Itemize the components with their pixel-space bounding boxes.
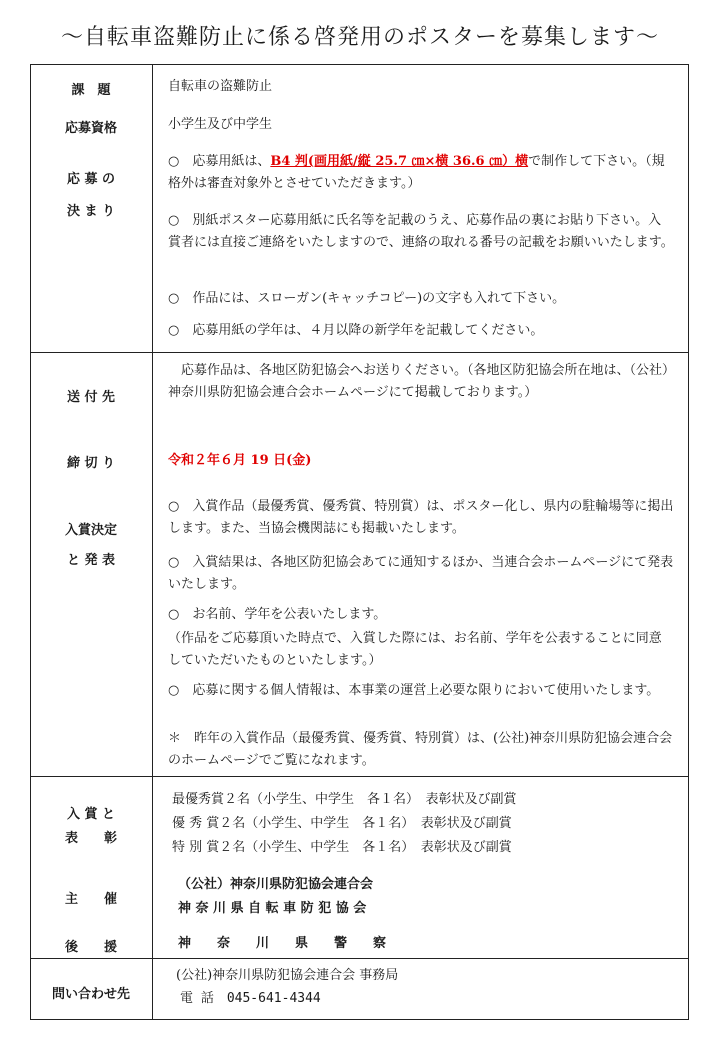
eligibility-value: 小学生及び中学生 [168, 117, 273, 132]
eligibility-label: 応募資格 [64, 121, 117, 136]
destination-label: 送 付 先 [66, 390, 116, 405]
rule-item-entry-form: ○ 別紙ポスター応募用紙に氏名等を記載のうえ、応募作品の裏にお貼り下さい。入賞者には直接ご連絡をいたしますので、連絡の取れる番号の記載をお願いいたします。 [168, 213, 674, 250]
rule-item-slogan: ○ 作品には、スローガン(キャッチコピー)の文字も入れて下さい。 [168, 291, 566, 306]
page-title: ～自転車盗難防止に係る啓発用のポスターを募集します～ [60, 25, 659, 50]
deadline-label: 締 切 り [66, 456, 116, 471]
rule-item-paper-size-suffix: で制作して下さい。（規格外は審査対象外とさせていただきます。） [168, 154, 665, 191]
announcement-label-line2: と 発 表 [66, 553, 116, 568]
announcement-item-results: ○ 入賞結果は、各地区防犯協会あてに通知するほか、当連合会ホームページにて発表いたします。 [168, 555, 674, 592]
rule-item-paper-size-prefix: ○ 応募用紙は、 [168, 154, 271, 169]
awards-label-line1: 入 賞 と [66, 807, 116, 822]
award-line-excellence-prize: 優 秀 賞２名（小学生、中学生 各１名） 表彰状及び副賞 [172, 816, 512, 831]
organizer-line1: （公社）神奈川県防犯協会連合会 [178, 877, 374, 892]
announcement-item-past-winners: ＊ 昨年の入賞作品（最優秀賞、優秀賞、特別賞）は、(公社)神奈川県防犯協会連合会のホームページでご覧になれます。 [168, 731, 673, 768]
announcement-label-line1: 入賞決定 [64, 523, 117, 538]
award-line-special-prize: 特 別 賞２名（小学生、中学生 各１名） 表彰状及び副賞 [172, 840, 512, 855]
section-divider-3 [30, 958, 689, 959]
deadline-value: 令和２年６月 19 日(金) [168, 453, 312, 468]
announcement-item-names: ○ お名前、学年を公表いたします。 [168, 607, 387, 622]
awards-label-line2: 表 彰 [64, 831, 117, 846]
contact-label: 問い合わせ先 [51, 987, 130, 1002]
destination-value: 応募作品は、各地区防犯協会へお送りください。（各地区防犯協会所在地は、（公社）神奈川県防犯協会連合会ホームページにて掲載しております。） [168, 363, 669, 400]
theme-label: 課 題 [71, 83, 111, 98]
column-divider [152, 64, 153, 1020]
announcement-item-display: ○ 入賞作品（最優秀賞、優秀賞、特別賞）は、ポスター化し、県内の駐輪場等に掲出します。また、当協会機関誌にも掲載いたします。 [168, 499, 674, 536]
support-label: 後 援 [64, 940, 117, 955]
announcement-item-privacy: ○ 応募に関する個人情報は、本事業の運営上必要な限りにおいて使用いたします。 [168, 683, 660, 698]
contact-office: (公社)神奈川県防犯協会連合会 事務局 [176, 968, 399, 983]
announcement-item-names-note: （作品をご応募頂いた時点で、入賞した際には、お名前、学年を公表することに同意していただいたものといたします。） [168, 631, 662, 668]
organizer-label: 主 催 [64, 892, 117, 907]
rule-item-grade: ○ 応募用紙の学年は、４月以降の新学年を記載してください。 [168, 323, 544, 338]
support-value: 神 奈 川 県 警 察 [178, 936, 387, 951]
rule-item-paper-size-highlight: B4 判(画用紙/縦 25.7 ㎝×横 36.6 ㎝）横 [270, 154, 529, 169]
section-divider-2 [30, 776, 689, 777]
section-divider-1 [30, 352, 689, 353]
theme-value: 自転車の盗難防止 [168, 79, 273, 94]
contact-phone: 電 話 045-641-4344 [180, 991, 321, 1006]
rules-label-line2: 決 ま り [66, 204, 116, 219]
award-line-grand-prize: 最優秀賞２名（小学生、中学生 各１名） 表彰状及び副賞 [172, 792, 517, 807]
organizer-line2: 神 奈 川 県 自 転 車 防 犯 協 会 [178, 901, 367, 916]
rules-label-line1: 応 募 の [66, 172, 116, 187]
rule-item-paper-size [168, 151, 674, 195]
